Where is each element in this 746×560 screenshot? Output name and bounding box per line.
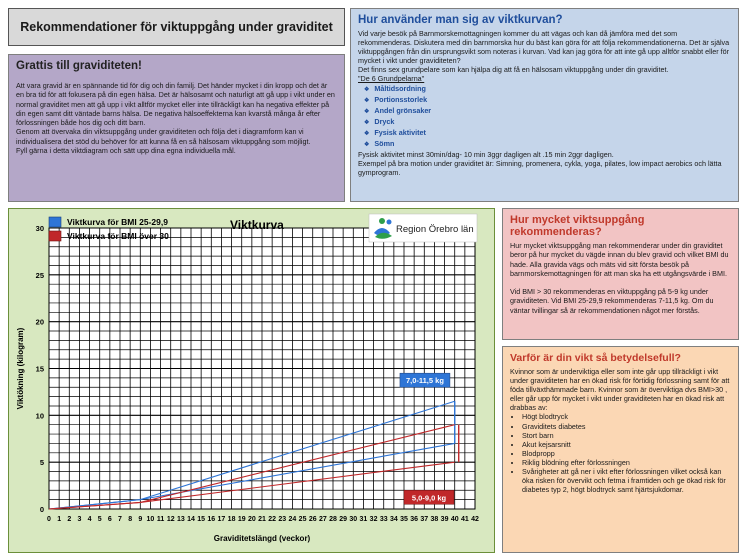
risk-item: • Graviditets diabetes [522,422,731,431]
pillars-list [358,84,731,151]
x-tick-label: 6 [107,516,112,523]
pillar-item: ❖ Sömn [364,139,731,150]
legend-label-bmi25: Viktkurva för BMI 25-29,9 [67,217,168,227]
x-tick-label: 7 [118,516,122,523]
region-logo [369,214,477,242]
x-tick-label: 18 [227,516,236,523]
legend-swatch-bmi30 [49,231,61,241]
band-label-bmi30 [404,490,454,504]
x-tick-label: 11 [156,516,165,523]
legend-label-bmi30: Viktkurva för BMI över 30 [67,231,169,241]
logo-figure-icon [379,218,385,224]
x-tick-label: 17 [217,516,226,523]
x-tick-label: 37 [420,516,429,523]
x-axis-label: Graviditetslängd (veckor) [213,534,311,543]
congrats-panel [8,54,345,202]
x-tick-label: 42 [471,516,479,523]
congrats-paragraph: Att vara gravid är en spännande tid för dig och din familj. Det händer mycket i din kropp och det är en bra tid för att fokusera på din egen hälsa. Det är hälsosamt och naturligt att gå upp i vikt under en normal graviditet men att gå upp i vikt alltför mycket eller inte tillräckligt kan ha negativa effekter på din egen samt ditt väntade barns hälsa. De negativa hälsoeffekterna kan kvarstå många år efter förlossningen både hos dig och ditt barn. [16,81,335,128]
x-tick-label: 27 [318,516,327,523]
x-tick-label: 16 [207,516,216,523]
weight-chart-panel [8,208,495,553]
legend-swatch-bmi25 [49,217,61,227]
recommendation-panel [502,208,739,340]
x-tick-label: 14 [187,516,195,523]
x-tick-label: 23 [278,516,287,523]
risk-item: • Akut kejsarsnitt [522,440,731,449]
x-tick-label: 5 [97,516,102,523]
x-tick-label: 41 [460,516,469,523]
x-tick-label: 13 [176,516,185,523]
x-tick-label: 33 [379,516,388,523]
risk-item: • Blodpropp [522,449,731,458]
risk-list [510,412,731,494]
y-tick-label: 25 [35,270,44,280]
why-intro: Kvinnor som är underviktiga eller som inte går upp tillräckligt i vikt under graviditeten har en ökad risk för förtidig förlossning samt för att föda tillväxthämmade barn. Kvinnor som är överviktiga dvs BMI>30 , eller går upp för mycket i vikt under graviditeten har en ökad risk att drabbas av: [510,367,730,413]
recommendation-paragraph: Hur mycket viktsuppgång man rekommenderar under din graviditet beror på hur mycket du vägde innan du blev gravid och vilket BMI du hade. Alla gravida vägs och mäts vid sitt första besök på barnmorskemottagningen för att man ska ha ett utgångsvärde i BMI. [510,241,729,278]
x-tick-label: 35 [400,516,408,523]
risk-item: • Riklig blödning efter förlossningen [522,458,731,467]
howto-panel [350,8,739,202]
x-tick-label: 40 [450,516,459,523]
x-tick-label: 2 [67,516,72,523]
pillar-item: ❖ Portionsstorlek [364,95,731,106]
x-tick-label: 21 [258,516,266,523]
band-label-text-bmi25: 7,0-11,5 kg [405,376,444,386]
x-tick-label: 38 [430,516,439,523]
chart-title: Viktkurva [230,218,284,232]
why-panel [502,346,739,553]
y-tick-label: 0 [39,505,44,514]
x-tick-label: 0 [47,516,51,523]
page-title-box [8,8,345,46]
howto-heading: Hur använder man sig av viktkurvan? [358,14,563,26]
x-tick-label: 32 [369,516,378,523]
congrats-heading: Grattis till graviditeten! [16,60,142,72]
y-tick-label: 30 [35,224,44,233]
howto-paragraph: Vid varje besök på Barnmorskemottagningen kommer du att vägas och kan då jämföra med det som rekommenderas. Diskutera med din barnmorska hur du bäst kan göra för att följa rekommendationerna. Det är själva viktuppgången från din ursprungsvikt som noteras i kurvan. Vad kan jag göra för att inte gå upp alltför snabbt eller för mycket i vikt under graviditeten? [358,29,730,66]
x-tick-label: 8 [128,516,133,523]
risk-item: • Högt blodtryck [522,412,731,421]
x-tick-label: 15 [197,516,206,523]
x-tick-label: 22 [268,516,277,523]
y-axis-label: Viktökning (kilogram) [16,327,25,410]
x-tick-label: 20 [247,516,256,523]
howto-activity-text: Exempel på bra motion under graviditet är: Simning, promenera, cykla, yoga, pilates, low impact aerobics och lätta gymprogram. [358,159,722,178]
x-tick-label: 30 [349,516,358,523]
x-tick-label: 25 [298,516,307,523]
y-tick-label: 15 [35,364,44,374]
y-tick-label: 20 [35,317,44,327]
x-tick-label: 4 [87,516,92,523]
x-tick-label: 3 [77,516,82,523]
pillars-title: "De 6 Grundpelarna" [358,74,425,84]
page-title: Rekommendationer för viktuppgång under graviditet [20,20,333,34]
congrats-paragraph: Fyll gärna i detta viktdiagram och sätt upp dina egna individuella mål. [16,146,236,156]
x-tick-label: 9 [138,516,143,523]
x-tick-label: 28 [329,516,337,523]
x-tick-label: 1 [57,516,62,523]
howto-activity-text: Fysisk aktivitet minst 30min/dag- 10 min 3ggr dagligen alt .15 min 2ggr dagligen. [358,150,614,160]
x-tick-label: 39 [440,516,449,523]
y-tick-label: 10 [35,411,44,421]
x-tick-label: 31 [359,516,368,523]
x-tick-label: 29 [339,516,348,523]
weight-curve-chart [9,209,494,552]
x-tick-label: 36 [410,516,419,523]
why-heading: Varför är din vikt så betydelsefull? [510,352,681,364]
congrats-paragraph: Genom att övervaka din viktsuppgång under graviditeten och följa det i diagramform kan vi individualisera det stöd du behöver för att kunna få en så hälsosam viktuppgång som möjligt. [16,127,311,146]
x-tick-label: 19 [237,516,246,523]
recommendation-paragraph: Vid BMI > 30 rekommenderas en viktuppgång på 5-9 kg under graviditeten. Vid BMI 25-29,9 rekommenderas 7-11,5 kg. Om du väntar tvillingar så är rekommendationen något mer förstås. [510,287,714,315]
x-tick-label: 34 [389,516,398,523]
x-tick-label: 24 [288,516,297,523]
x-tick-label: 26 [308,516,317,523]
band-label-text-bmi30: 5,0-9,0 kg [411,493,447,503]
x-tick-label: 12 [166,516,175,523]
pillar-item: ❖ Andel grönsaker [364,106,731,117]
pillar-item: ❖ Måltidsordning [364,84,731,95]
logo-text: Region Örebro län [396,224,474,235]
risk-item: • Stort barn [522,431,731,440]
risk-item: • Svårigheter att gå ner i vikt efter förlossningen vilket också kan öka risken för övervikt och fetma i framtiden och ge ökad risk för diabetes typ 2, högt blodtryck samt hjärtsjukdomar. [522,467,731,494]
band-label-bmi25 [400,373,450,387]
howto-paragraph: Det finns sex grundpelare som kan hjälpa dig att få en hälsosam viktuppgång under din graviditet. [358,65,669,75]
recommendation-heading: Hur mycket viktsuppgång rekommenderas? [510,214,645,238]
pillar-item: ❖ Fysisk aktivitet [364,128,731,139]
x-tick-label: 10 [146,516,155,523]
pillar-item: ❖ Dryck [364,117,731,128]
y-tick-label: 5 [39,458,44,468]
